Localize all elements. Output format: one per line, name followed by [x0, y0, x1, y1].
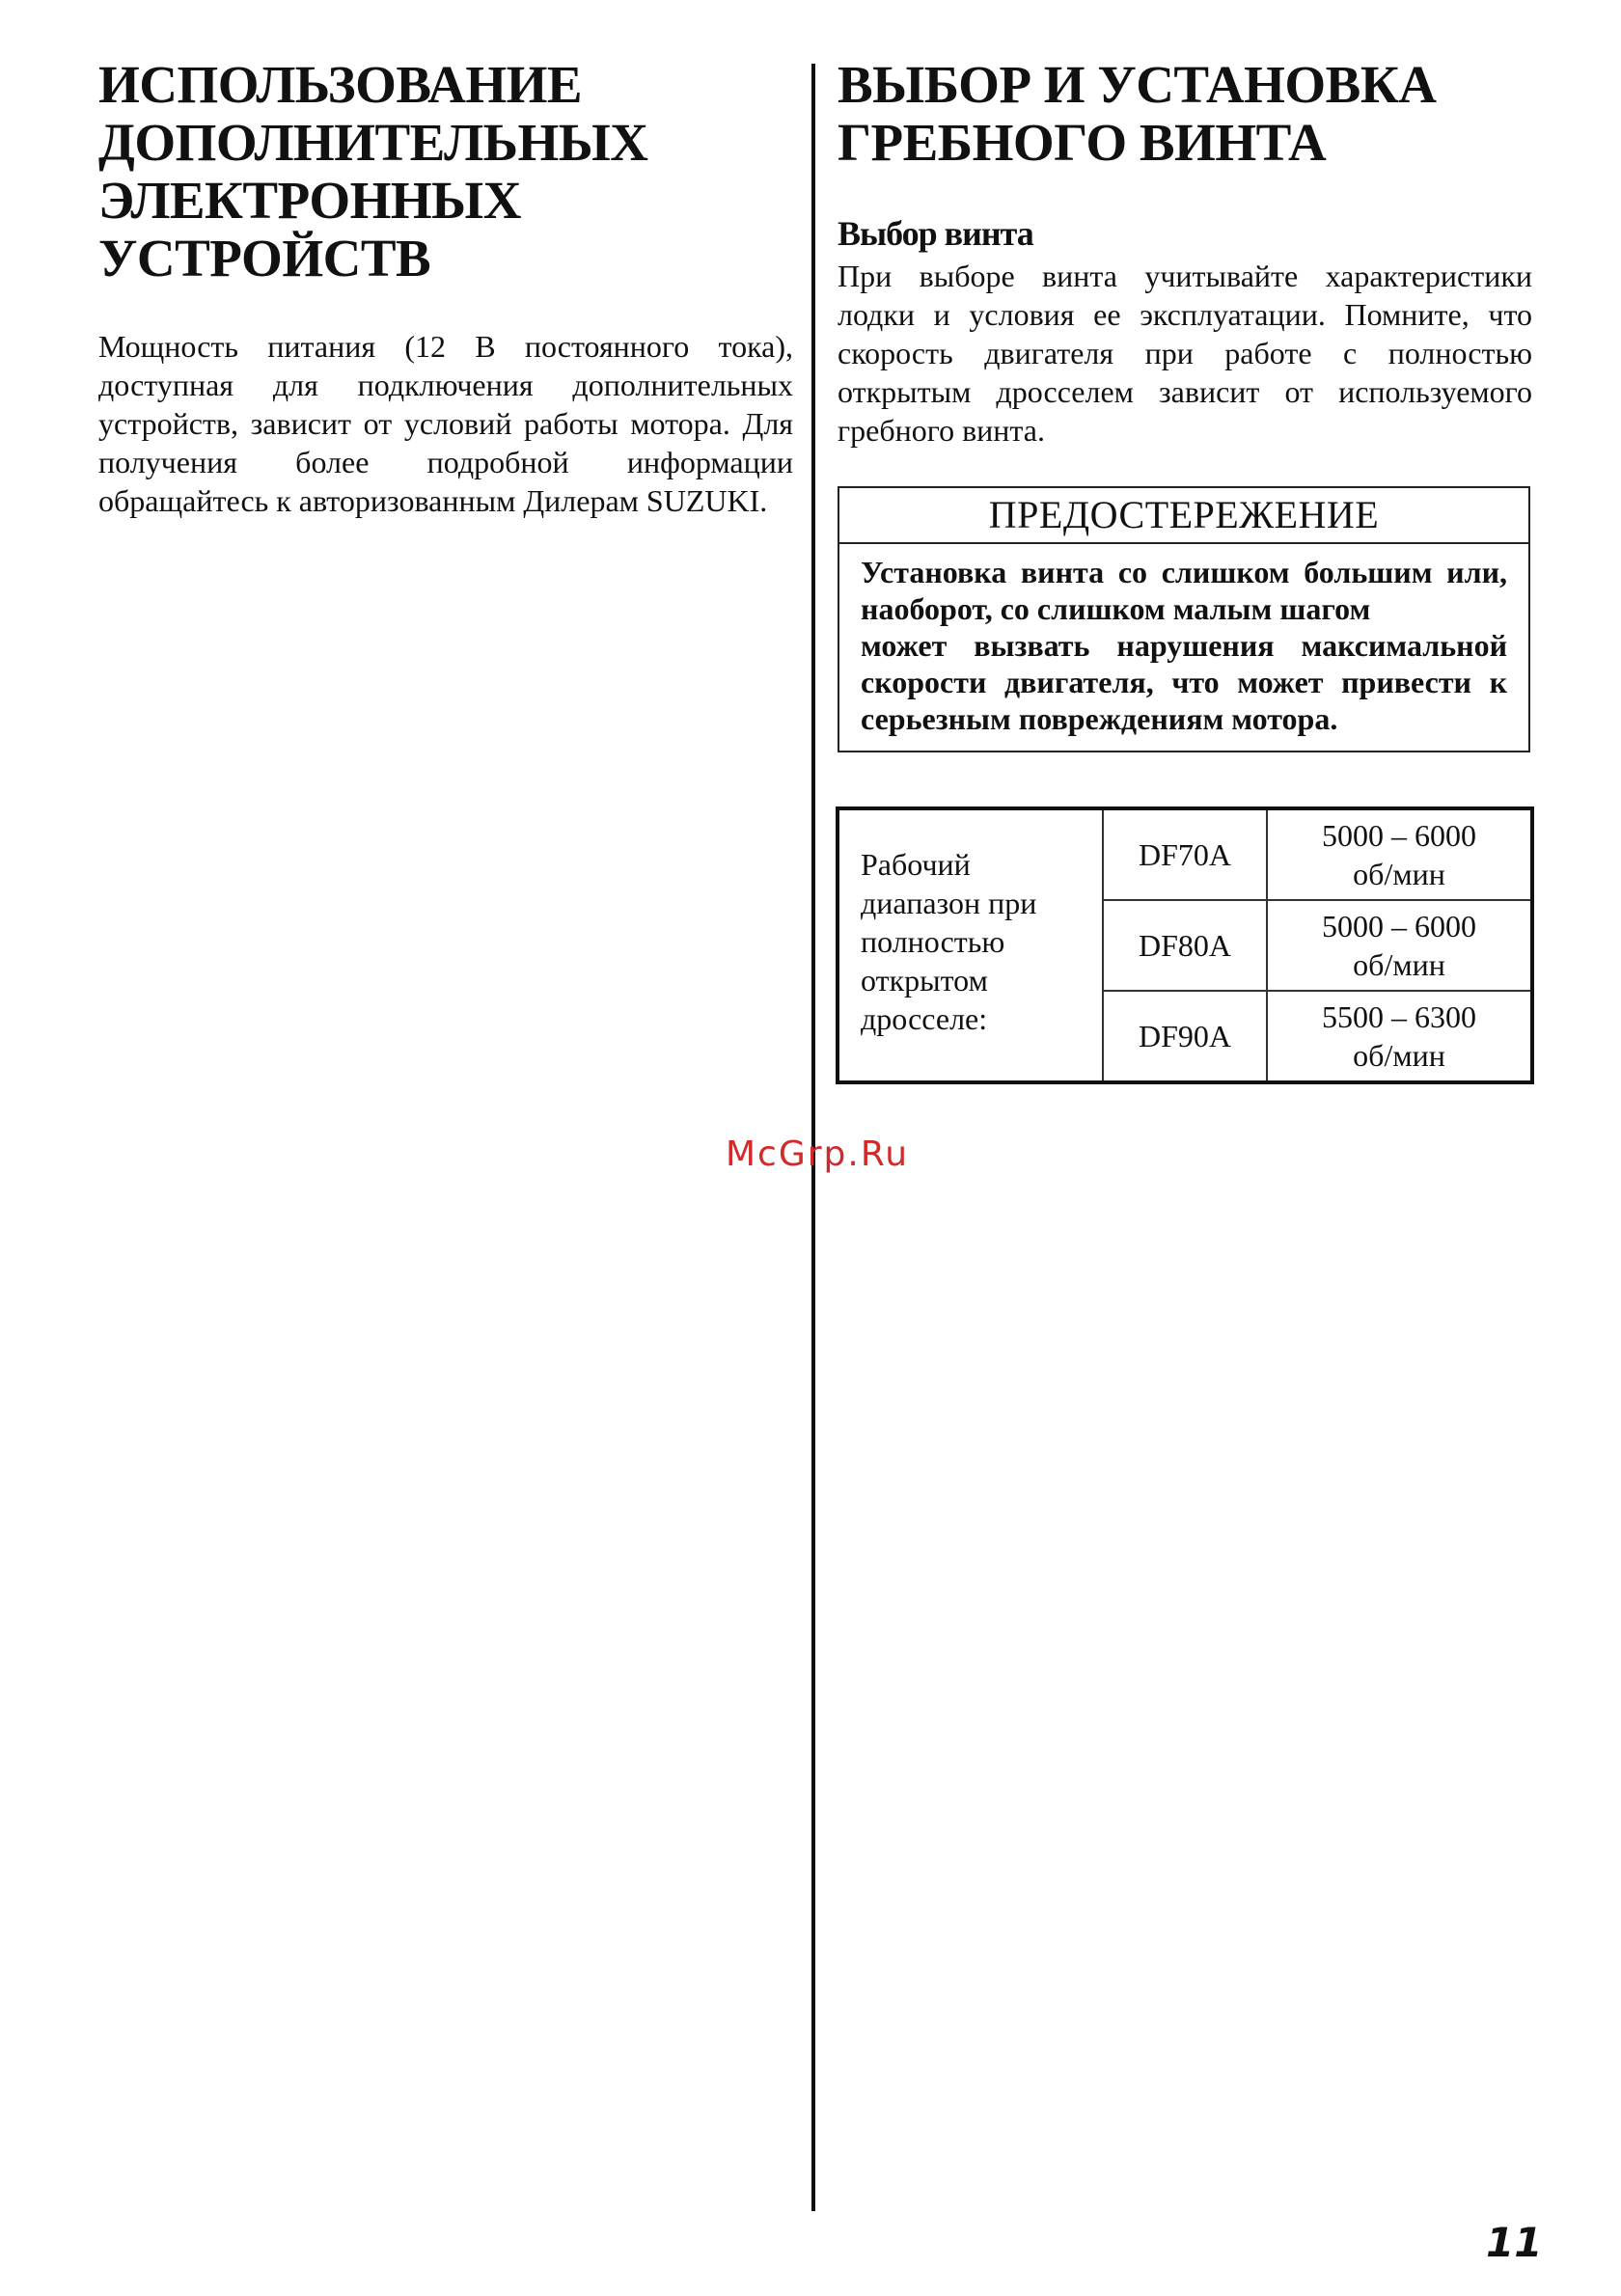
rpm-range-table — [836, 806, 1534, 1084]
accessories-paragraph: Мощность питания (12 В постоянного тока), доступная для подключения дополнительных устройств, зависит от условий работы мотора. Для получения более подробной информации обращайтесь к авторизованным Дилерам SUZUKI. — [98, 329, 793, 518]
rpm-range-value: 5000 – 6000 — [1322, 909, 1476, 943]
right-title-line: ГРЕБНОГО ВИНТА — [838, 113, 1327, 172]
rpm-range-label: Рабочий диапазон при полностью открытом дросселе: — [838, 808, 1103, 1082]
model-cell: DF90A — [1103, 991, 1267, 1082]
model-cell: DF80A — [1103, 900, 1267, 991]
rpm-unit: об/мин — [1353, 857, 1445, 891]
propeller-paragraph: При выборе винта учитывайте характеристики лодки и условия ее эксплуатации. Помните, что скорость двигателя при работе с полностью открытым дросселем зависит от используемого гребного винта. — [838, 259, 1532, 448]
left-title-line: УСТРОЙСТВ — [98, 229, 431, 287]
rpm-range-cell — [1267, 991, 1532, 1082]
warning-box — [838, 486, 1530, 752]
warning-text — [839, 544, 1528, 751]
model-cell: DF70A — [1103, 808, 1267, 900]
warning-title: ПРЕДОСТЕРЕЖЕНИЕ — [839, 488, 1528, 544]
rpm-unit: об/мин — [1353, 947, 1445, 982]
rpm-range-cell — [1267, 808, 1532, 900]
right-title-line: ВЫБОР И УСТАНОВКА — [838, 55, 1437, 114]
warning-line: может вызвать нарушения максимальной скорости двигателя, что может привести к серьезным повреждениям мотора. — [861, 628, 1507, 736]
warning-line: наоборот, со слишком малым шагом — [861, 591, 1371, 626]
rpm-range-cell — [1267, 900, 1532, 991]
right-column — [838, 55, 1532, 1073]
left-title-line: ЭЛЕКТРОННЫХ — [98, 171, 521, 230]
left-section-title — [98, 56, 793, 287]
propeller-subheading: Выбор винта — [838, 214, 1033, 253]
right-section-title — [838, 56, 1532, 172]
page-number: 11 — [1486, 2219, 1543, 2266]
left-column — [98, 55, 793, 518]
watermark-link[interactable]: McGrp.Ru — [726, 1134, 910, 1174]
rpm-unit: об/мин — [1353, 1038, 1445, 1073]
rpm-range-value: 5500 – 6300 — [1322, 999, 1476, 1034]
left-title-line: ДОПОЛНИТЕЛЬНЫХ — [98, 113, 648, 172]
table-row — [838, 808, 1532, 900]
rpm-range-value: 5000 – 6000 — [1322, 818, 1476, 853]
left-title-line: ИСПОЛЬЗОВАНИЕ — [98, 55, 583, 114]
warning-line: Установка винта со слишком большим или, — [861, 555, 1507, 589]
